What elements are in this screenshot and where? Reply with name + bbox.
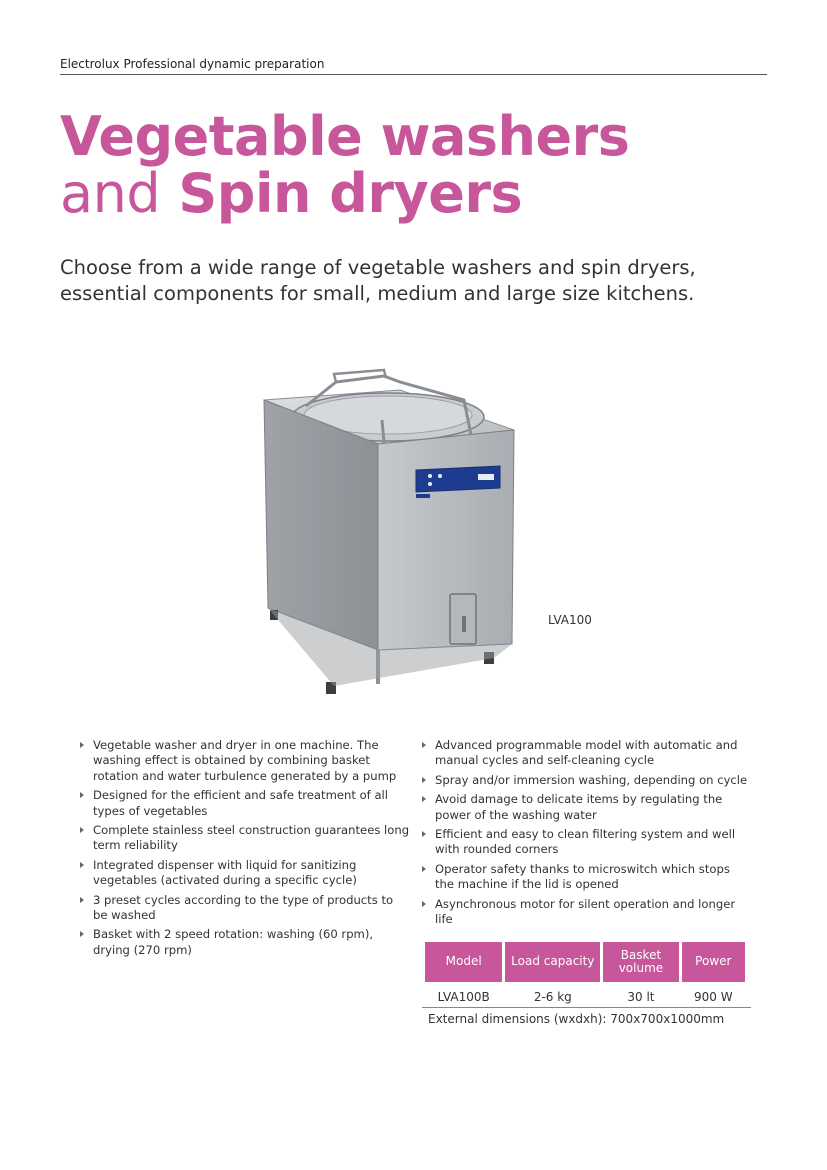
bullet-icon [422,742,426,748]
bullet-icon [80,827,84,833]
table-divider [422,1007,751,1008]
cell-basket-volume: 30 lt [627,990,655,1004]
feature-list-right [422,738,752,931]
feature-item [422,827,752,858]
feature-text: Basket with 2 speed rotation: washing (60 rpm), drying (270 rpm) [93,927,374,957]
page-subtitle: Choose from a wide range of vegetable washers and spin dryers, essential components for small, medium and large size kitchens. [60,256,696,305]
title-line-2-bold: Spin dryers [178,162,523,226]
brand-header: Electrolux Professional dynamic preparation [60,57,325,71]
bullet-icon [422,866,426,872]
bullet-icon [422,901,426,907]
feature-item [80,893,410,924]
feature-text: Advanced programmable model with automatic and manual cycles and self-cleaning cycle [435,738,738,768]
product-caption: LVA100 [548,613,592,627]
feature-item [422,897,752,928]
feature-item [422,738,752,769]
header-load-capacity: Load capacity [505,942,600,982]
bullet-icon [422,831,426,837]
title-line-1: Vegetable washers [60,105,630,168]
feature-text: Complete stainless steel construction guarantees long term reliability [93,823,410,853]
bullet-icon [80,792,84,798]
feature-item [422,862,752,893]
external-dimensions: External dimensions (wxdxh): 700x700x1000mm [428,1012,725,1026]
bullet-icon [80,862,84,868]
cell-load-capacity: 2-6 kg [533,990,572,1004]
feature-item [80,858,410,889]
feature-text: Spray and/or immersion washing, depending on cycle [435,772,748,787]
header-basket-volume: Basket volume [603,942,678,982]
spec-table [422,942,748,1008]
feature-text: Avoid damage to delicate items by regulating the power of the washing water [435,792,723,822]
header-divider [60,74,767,75]
bullet-icon [80,742,84,748]
bullet-icon [80,897,84,903]
bullet-icon [422,796,426,802]
feature-text: 3 preset cycles according to the type of products to be washed [93,892,394,923]
title-line-2-light: and [60,162,161,226]
feature-text: Asynchronous motor for silent operation and longer life [435,896,736,927]
feature-item [422,773,752,788]
cell-power: 900 W [693,990,733,1004]
feature-text: Operator safety thanks to microswitch which stops the machine if the lid is opened [435,861,730,892]
page-title [60,105,630,226]
vegetable-washer-image [250,360,530,710]
feature-list-left [80,738,410,962]
feature-text: Vegetable washer and dryer in one machine. The washing effect is obtained by combining basket rotation and water turbulence generated by a pump [93,738,397,783]
feature-item [422,792,752,823]
spec-table-header-row [425,942,745,982]
cell-model: LVA100B [437,990,490,1004]
feature-text: Integrated dispenser with liquid for sanitizing vegetables (activated during a specific cycle) [93,857,357,888]
header-model: Model [425,942,502,982]
bullet-icon [422,777,426,783]
feature-text: Designed for the efficient and safe treatment of all types of vegetables [93,788,388,818]
bullet-icon [80,931,84,937]
feature-item [80,788,410,819]
feature-item [80,823,410,854]
table-row [425,982,745,1008]
feature-item [80,927,410,958]
feature-text: Efficient and easy to clean filtering system and well with rounded corners [435,827,736,857]
header-power: Power [682,942,745,982]
feature-item [80,738,410,784]
